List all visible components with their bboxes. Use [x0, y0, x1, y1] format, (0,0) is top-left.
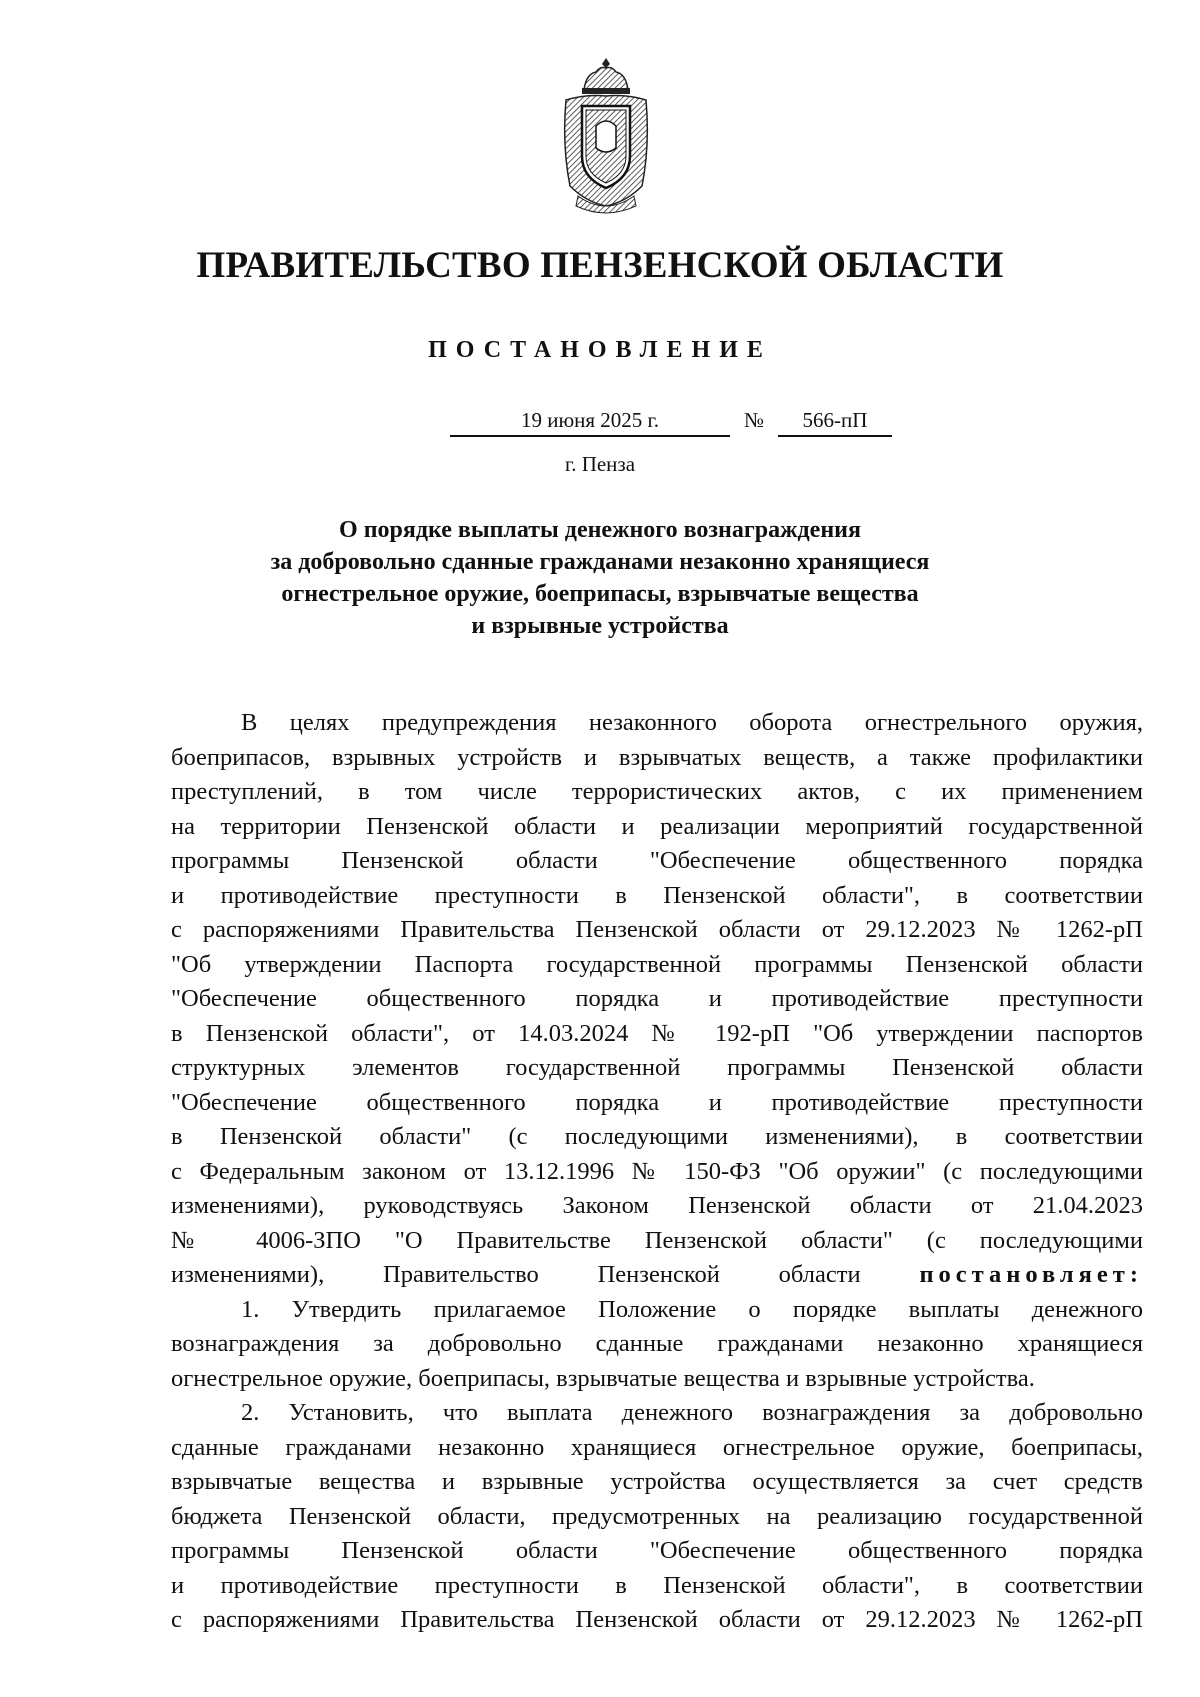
body-line: и противодействие преступности в Пензенской области", в соответствии [171, 881, 1143, 909]
body-line: с распоряжениями Правительства Пензенской области от 29.12.2023 № 1262-рП [171, 1606, 1143, 1633]
body-line: с распоряжениями Правительства Пензенской области от 29.12.2023 № 1262-рП [171, 916, 1143, 943]
body-line: огнестрельное оружие, боеприпасы, взрывчатые вещества и взрывные устройства. [171, 1364, 1035, 1392]
body-line: программы Пензенской области "Обеспечение общественного порядка [171, 847, 1143, 874]
body-line: "Обеспечение общественного порядка и противодействие преступности [171, 1088, 1143, 1116]
body-line: и противодействие преступности в Пензенской области", в соответствии [171, 1571, 1143, 1599]
body-line-text: изменениями), Правительство Пензенской области [171, 1261, 920, 1288]
body-line: "Обеспечение общественного порядка и противодействие преступности [171, 985, 1143, 1012]
body-line: В целях предупреждения незаконного оборота огнестрельного оружия, [241, 709, 1143, 736]
body-line: "Об утверждении Паспорта государственной программы Пензенской области [171, 950, 1143, 978]
resolves-word: постановляет: [919, 1261, 1143, 1288]
title-line: и взрывные устройства [471, 613, 729, 639]
document-body [171, 706, 1143, 1638]
organization-name: ПРАВИТЕЛЬСТВО ПЕНЗЕНСКОЙ ОБЛАСТИ [196, 245, 1004, 286]
body-line: сданные гражданами незаконно хранящиеся огнестрельное оружие, боеприпасы, [171, 1433, 1143, 1461]
body-line: с Федеральным законом от 13.12.1996 № 150-ФЗ "Об оружии" (с последующими [171, 1157, 1143, 1185]
title-line: О порядке выплаты денежного вознаграждения [339, 517, 861, 543]
body-line: вознаграждения за добровольно сданные гражданами незаконно хранящиеся [171, 1330, 1143, 1357]
body-line: изменениями), руководствуясь Законом Пензенской области от 21.04.2023 [171, 1192, 1143, 1219]
body-line: программы Пензенской области "Обеспечение общественного порядка [171, 1537, 1143, 1564]
body-line: структурных элементов государственной программы Пензенской области [171, 1054, 1143, 1081]
document-number: 566-пП [778, 408, 892, 437]
clause-1-line: 1. Утвердить прилагаемое Положение о порядке выплаты денежного [241, 1295, 1143, 1323]
body-line-resolves [171, 1258, 1143, 1293]
body-line: бюджета Пензенской области, предусмотренных на реализацию государственной [171, 1502, 1143, 1530]
document-date: 19 июня 2025 г. [450, 408, 730, 437]
document-type: ПОСТАНОВЛЕНИЕ [428, 337, 772, 363]
date-number-line [0, 408, 1200, 440]
coat-of-arms-emblem [556, 56, 656, 214]
document-title [150, 514, 1050, 642]
body-line: боеприпасов, взрывных устройств и взрывчатых веществ, а также профилактики [171, 743, 1143, 771]
body-line: в Пензенской области", от 14.03.2024 № 192-рП "Об утверждении паспортов [171, 1019, 1143, 1047]
body-line: в Пензенской области" (с последующими изменениями), в соответствии [171, 1123, 1143, 1150]
city: г. Пенза [564, 452, 636, 476]
title-line: за добровольно сданные гражданами незаконно хранящиеся [270, 549, 930, 575]
body-line: преступлений, в том числе террористических актов, с их применением [171, 778, 1143, 805]
body-line: взрывчатые вещества и взрывные устройства осуществляется за счет средств [171, 1468, 1143, 1495]
body-line: на территории Пензенской области и реализации мероприятий государственной [171, 812, 1143, 840]
title-line: огнестрельное оружие, боеприпасы, взрывчатые вещества [281, 581, 919, 607]
number-sign: № [744, 408, 765, 432]
clause-2-line: 2. Установить, что выплата денежного вознаграждения за добровольно [241, 1399, 1143, 1426]
body-line: № 4006-ЗПО "О Правительстве Пензенской области" (с последующими [171, 1226, 1143, 1254]
